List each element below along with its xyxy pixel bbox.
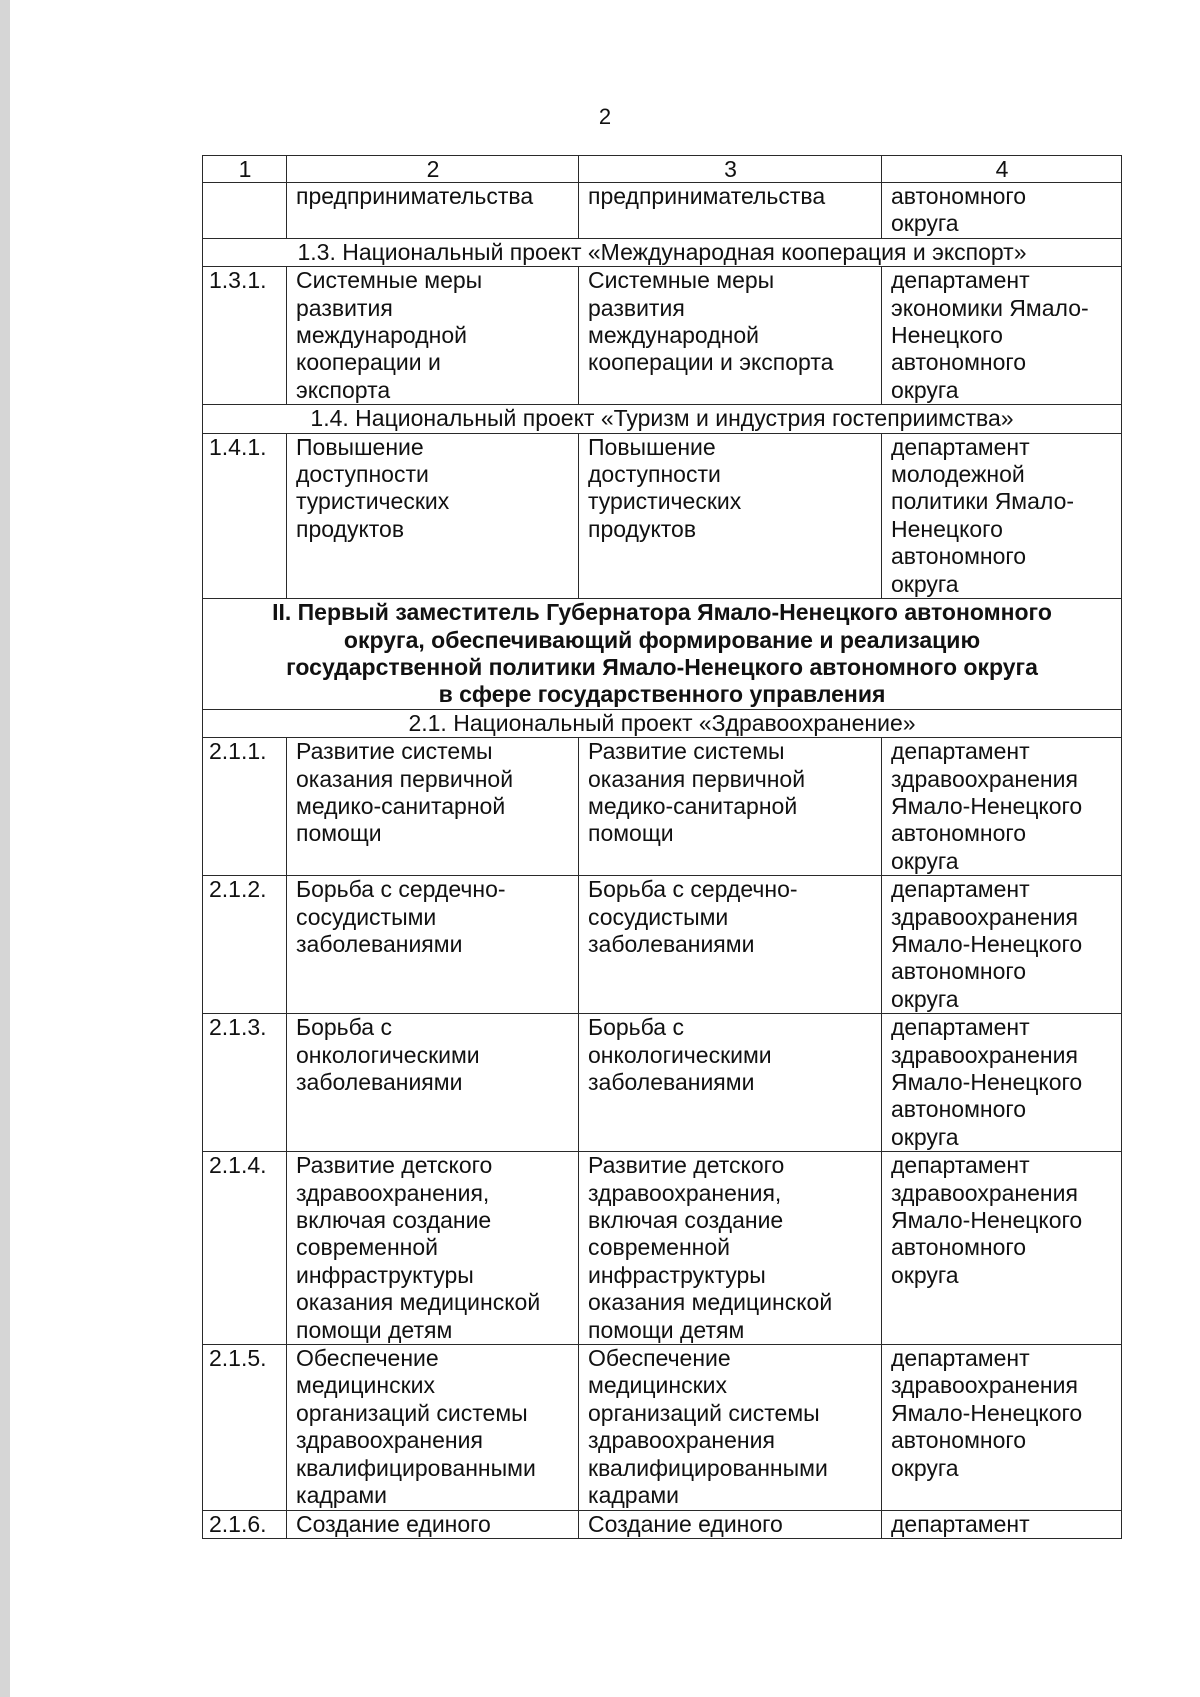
project-name: Борьба с сердечно- сосудистыми заболеваниями xyxy=(287,876,579,1014)
column-number: 3 xyxy=(579,156,882,183)
row-number: 2.1.2. xyxy=(203,876,287,1014)
project-name: Создание единого xyxy=(579,1510,882,1538)
row-number: 1.3.1. xyxy=(203,267,287,405)
project-name: Развитие системы оказания первичной медико-санитарной помощи xyxy=(287,738,579,876)
row-number xyxy=(203,183,287,239)
project-name: предпринимательства xyxy=(287,183,579,239)
project-name: Создание единого xyxy=(287,1510,579,1538)
responsible-body: департамент здравоохранения Ямало-Ненецкого автономного округа xyxy=(882,1345,1122,1510)
table-row xyxy=(203,433,1122,598)
project-name: Борьба с онкологическими заболеваниями xyxy=(579,1014,882,1152)
project-name: Развитие детского здравоохранения, включая создание современной инфраструктуры оказания медицинской помощи детям xyxy=(287,1152,579,1345)
section-heading: 1.3. Национальный проект «Международная кооперация и экспорт» xyxy=(203,238,1122,266)
section-row xyxy=(203,405,1122,433)
section-row xyxy=(203,709,1122,737)
project-name: Развитие системы оказания первичной медико-санитарной помощи xyxy=(579,738,882,876)
project-name: Борьба с сердечно- сосудистыми заболеваниями xyxy=(579,876,882,1014)
column-number: 4 xyxy=(882,156,1122,183)
project-name: Борьба с онкологическими заболеваниями xyxy=(287,1014,579,1152)
responsible-body: департамент здравоохранения Ямало-Ненецкого автономного округа xyxy=(882,1014,1122,1152)
table-row xyxy=(203,267,1122,405)
responsible-body: департамент xyxy=(882,1510,1122,1538)
project-name: Развитие детского здравоохранения, включая создание современной инфраструктуры оказания медицинской помощи детям xyxy=(579,1152,882,1345)
row-number: 2.1.3. xyxy=(203,1014,287,1152)
row-number: 2.1.5. xyxy=(203,1345,287,1510)
responsible-body: департамент здравоохранения Ямало-Ненецкого автономного округа xyxy=(882,876,1122,1014)
project-name: Системные меры развития международной кооперации и экспорта xyxy=(287,267,579,405)
column-number-row xyxy=(203,156,1122,183)
project-name: Повышение доступности туристических продуктов xyxy=(287,433,579,598)
project-name: Обеспечение медицинских организаций системы здравоохранения квалифицированными кадрами xyxy=(579,1345,882,1510)
row-number: 2.1.4. xyxy=(203,1152,287,1345)
responsible-body: департамент здравоохранения Ямало-Ненецкого автономного округа xyxy=(882,1152,1122,1345)
table-row xyxy=(203,1014,1122,1152)
table-row xyxy=(203,876,1122,1014)
responsible-body: департамент молодежной политики Ямало- Ненецкого автономного округа xyxy=(882,433,1122,598)
project-name: Повышение доступности туристических продуктов xyxy=(579,433,882,598)
page-number: 2 xyxy=(598,104,612,129)
row-number: 2.1.6. xyxy=(203,1510,287,1538)
table-row xyxy=(203,1510,1122,1538)
responsible-body: автономного округа xyxy=(882,183,1122,239)
document-page xyxy=(10,0,1200,1697)
section-heading: 1.4. Национальный проект «Туризм и индустрия гостеприимства» xyxy=(203,405,1122,433)
project-name: предпринимательства xyxy=(579,183,882,239)
column-number: 1 xyxy=(203,156,287,183)
row-number: 1.4.1. xyxy=(203,433,287,598)
table-row xyxy=(203,1152,1122,1345)
section-row xyxy=(203,599,1122,710)
responsible-body: департамент экономики Ямало- Ненецкого автономного округа xyxy=(882,267,1122,405)
section-heading: 2.1. Национальный проект «Здравоохранение» xyxy=(203,709,1122,737)
table-row xyxy=(203,738,1122,876)
table-row xyxy=(203,1345,1122,1510)
section-row xyxy=(203,238,1122,266)
projects-table xyxy=(202,155,1122,1539)
project-name: Системные меры развития международной кооперации и экспорта xyxy=(579,267,882,405)
row-number: 2.1.1. xyxy=(203,738,287,876)
table-row xyxy=(203,183,1122,239)
section-heading-bold: II. Первый заместитель Губернатора Ямало-Ненецкого автономного округа, обеспечивающий формирование и реализацию государственной политики Ямало-Ненецкого автономного округа в сфере государственного управления xyxy=(203,599,1122,710)
column-number: 2 xyxy=(287,156,579,183)
project-name: Обеспечение медицинских организаций системы здравоохранения квалифицированными кадрами xyxy=(287,1345,579,1510)
responsible-body: департамент здравоохранения Ямало-Ненецкого автономного округа xyxy=(882,738,1122,876)
